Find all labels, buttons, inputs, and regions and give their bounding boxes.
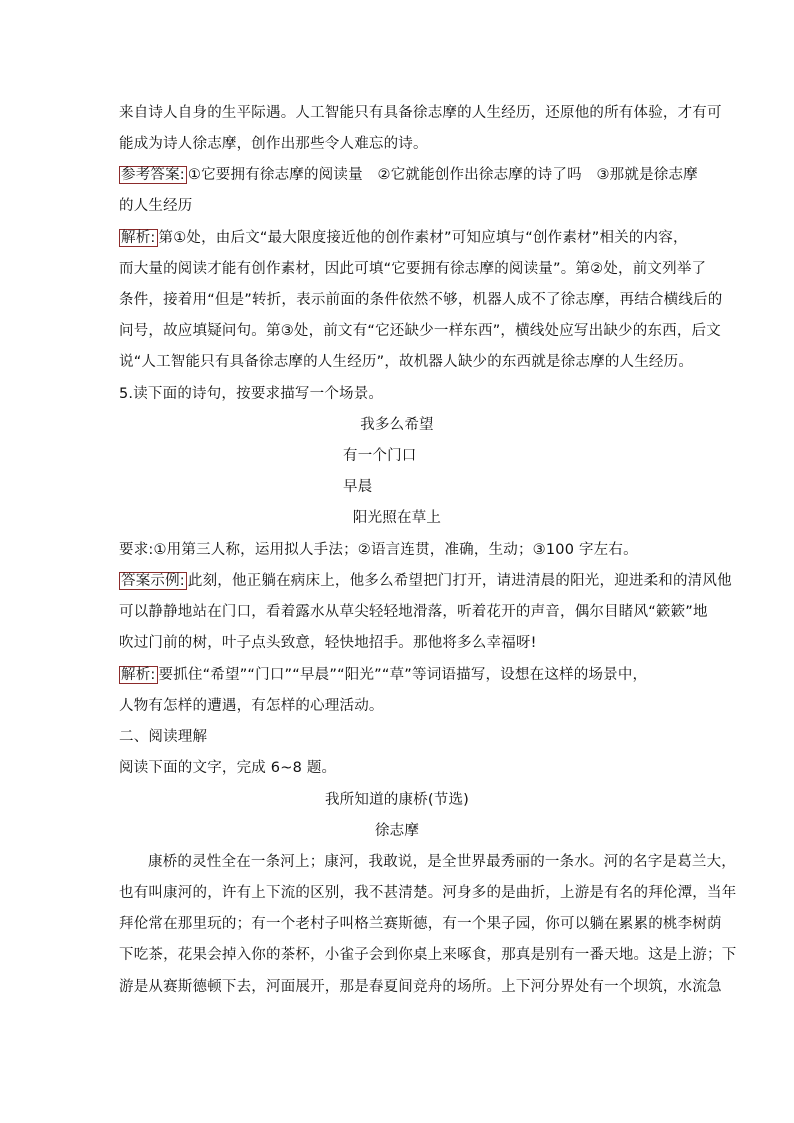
article-title: 我所知道的康桥(节选) <box>324 792 469 808</box>
intro-line-2: 能成为诗人徐志摩，创作出那些令人难忘的诗。 <box>119 136 428 152</box>
intro-line-1: 来自诗人自身的生平际遇。人工智能只有具备徐志摩的人生经历，还原他的所有体验，才有可 <box>119 105 722 121</box>
answer-4-line-2: 的人生经历 <box>119 198 193 214</box>
article-paragraph-line-4: 下吃茶，花果会掉入你的茶杯，小雀子会到你桌上来啄食，那真是别有一番天地。这是上游；下 <box>119 947 737 963</box>
article-paragraph-line-2: 也有叫康河的，许有上下流的区别，我不甚清楚。河身多的是曲折，上游是有名的拜伦潭，当年 <box>119 885 737 901</box>
analysis-4-text: 第①处，由后文“最大限度接近他的创作素材”可知应填与“创作素材”相关的内容， <box>158 230 688 246</box>
article-paragraph-line-5: 游是从赛斯德顿下去，河面展开，那是春夏间竞舟的场所。上下河分界处有一个坝筑，水流急 <box>119 979 722 995</box>
question-5-title: 5.读下面的诗句，按要求描写一个场景。 <box>119 386 384 402</box>
article-paragraph-line-1: 康桥的灵性全在一条河上；康河，我敢说，是全世界最秀丽的一条水。河的名字是葛兰大， <box>148 854 736 870</box>
question-5-requirement: 要求:①用第三人称，运用拟人手法；②语言连贯，准确，生动；③100 字左右。 <box>119 542 638 558</box>
example-5-line-3: 吹过门前的树，叶子点头致意，轻快地招手。那他将多么幸福呀! <box>119 635 537 651</box>
poem-line-3: 早晨 <box>343 479 373 495</box>
article-author: 徐志摩 <box>374 823 420 839</box>
reading-instruction: 阅读下面的文字，完成 6~8 题。 <box>119 760 337 776</box>
analysis-5-line-1 <box>119 665 679 685</box>
article-paragraph-line-3: 拜伦常在那里玩的；有一个老村子叫格兰赛斯德，有一个果子园，你可以躺在累累的桃李树荫 <box>119 916 722 932</box>
poem-line-2: 有一个门口 <box>343 448 417 464</box>
answer-4-line-1 <box>119 165 698 185</box>
analysis-label: 解析: <box>121 230 156 246</box>
example-5-line-1 <box>119 571 732 591</box>
analysis-label: 解析: <box>121 667 156 683</box>
poem-line-4: 阳光照在草上 <box>352 510 442 526</box>
example-5-text: 此刻，他正躺在病床上，他多么希望把门打开，请进清晨的阳光，迎进柔和的清风他 <box>187 573 732 589</box>
analysis-5-line-2: 人物有怎样的遭遇，有怎样的心理活动。 <box>119 698 384 714</box>
example-5-line-2: 可以静静地站在门口，看着露水从草尖轻轻地滑落，听着花开的声音，偶尔目睹风“簌簌”地 <box>119 604 708 620</box>
analysis-4-line-3: 条件，接着用“但是”转折，表示前面的条件依然不够，机器人成不了徐志摩，再结合横线后的 <box>119 292 723 308</box>
answer-4-text: ①它要拥有徐志摩的阅读量 ②它就能创作出徐志摩的诗了吗 ③那就是徐志摩 <box>187 167 698 183</box>
answer-label: 参考答案: <box>121 167 185 183</box>
analysis-4-line-2: 而大量的阅读才能有创作素材，因此可填“它要拥有徐志摩的阅读量”。第②处，前文列举了 <box>119 261 707 277</box>
analysis-4-line-4: 问号，故应填疑问句。第③处，前文有“它还缺少一样东西”，横线处应写出缺少的东西，后文 <box>119 323 721 339</box>
analysis-4-line-1 <box>119 228 688 248</box>
poem-line-1: 我多么希望 <box>360 417 434 433</box>
analysis-5-text: 要抓住“希望”“门口”“早晨”“阳光”“草”等词语描写，设想在这样的场景中， <box>158 667 648 683</box>
analysis-4-line-5: 说“人工智能只有具备徐志摩的人生经历”，故机器人缺少的东西就是徐志摩的人生经历。 <box>119 354 694 370</box>
example-label: 答案示例: <box>121 573 185 589</box>
section-heading: 二、阅读理解 <box>119 729 208 745</box>
